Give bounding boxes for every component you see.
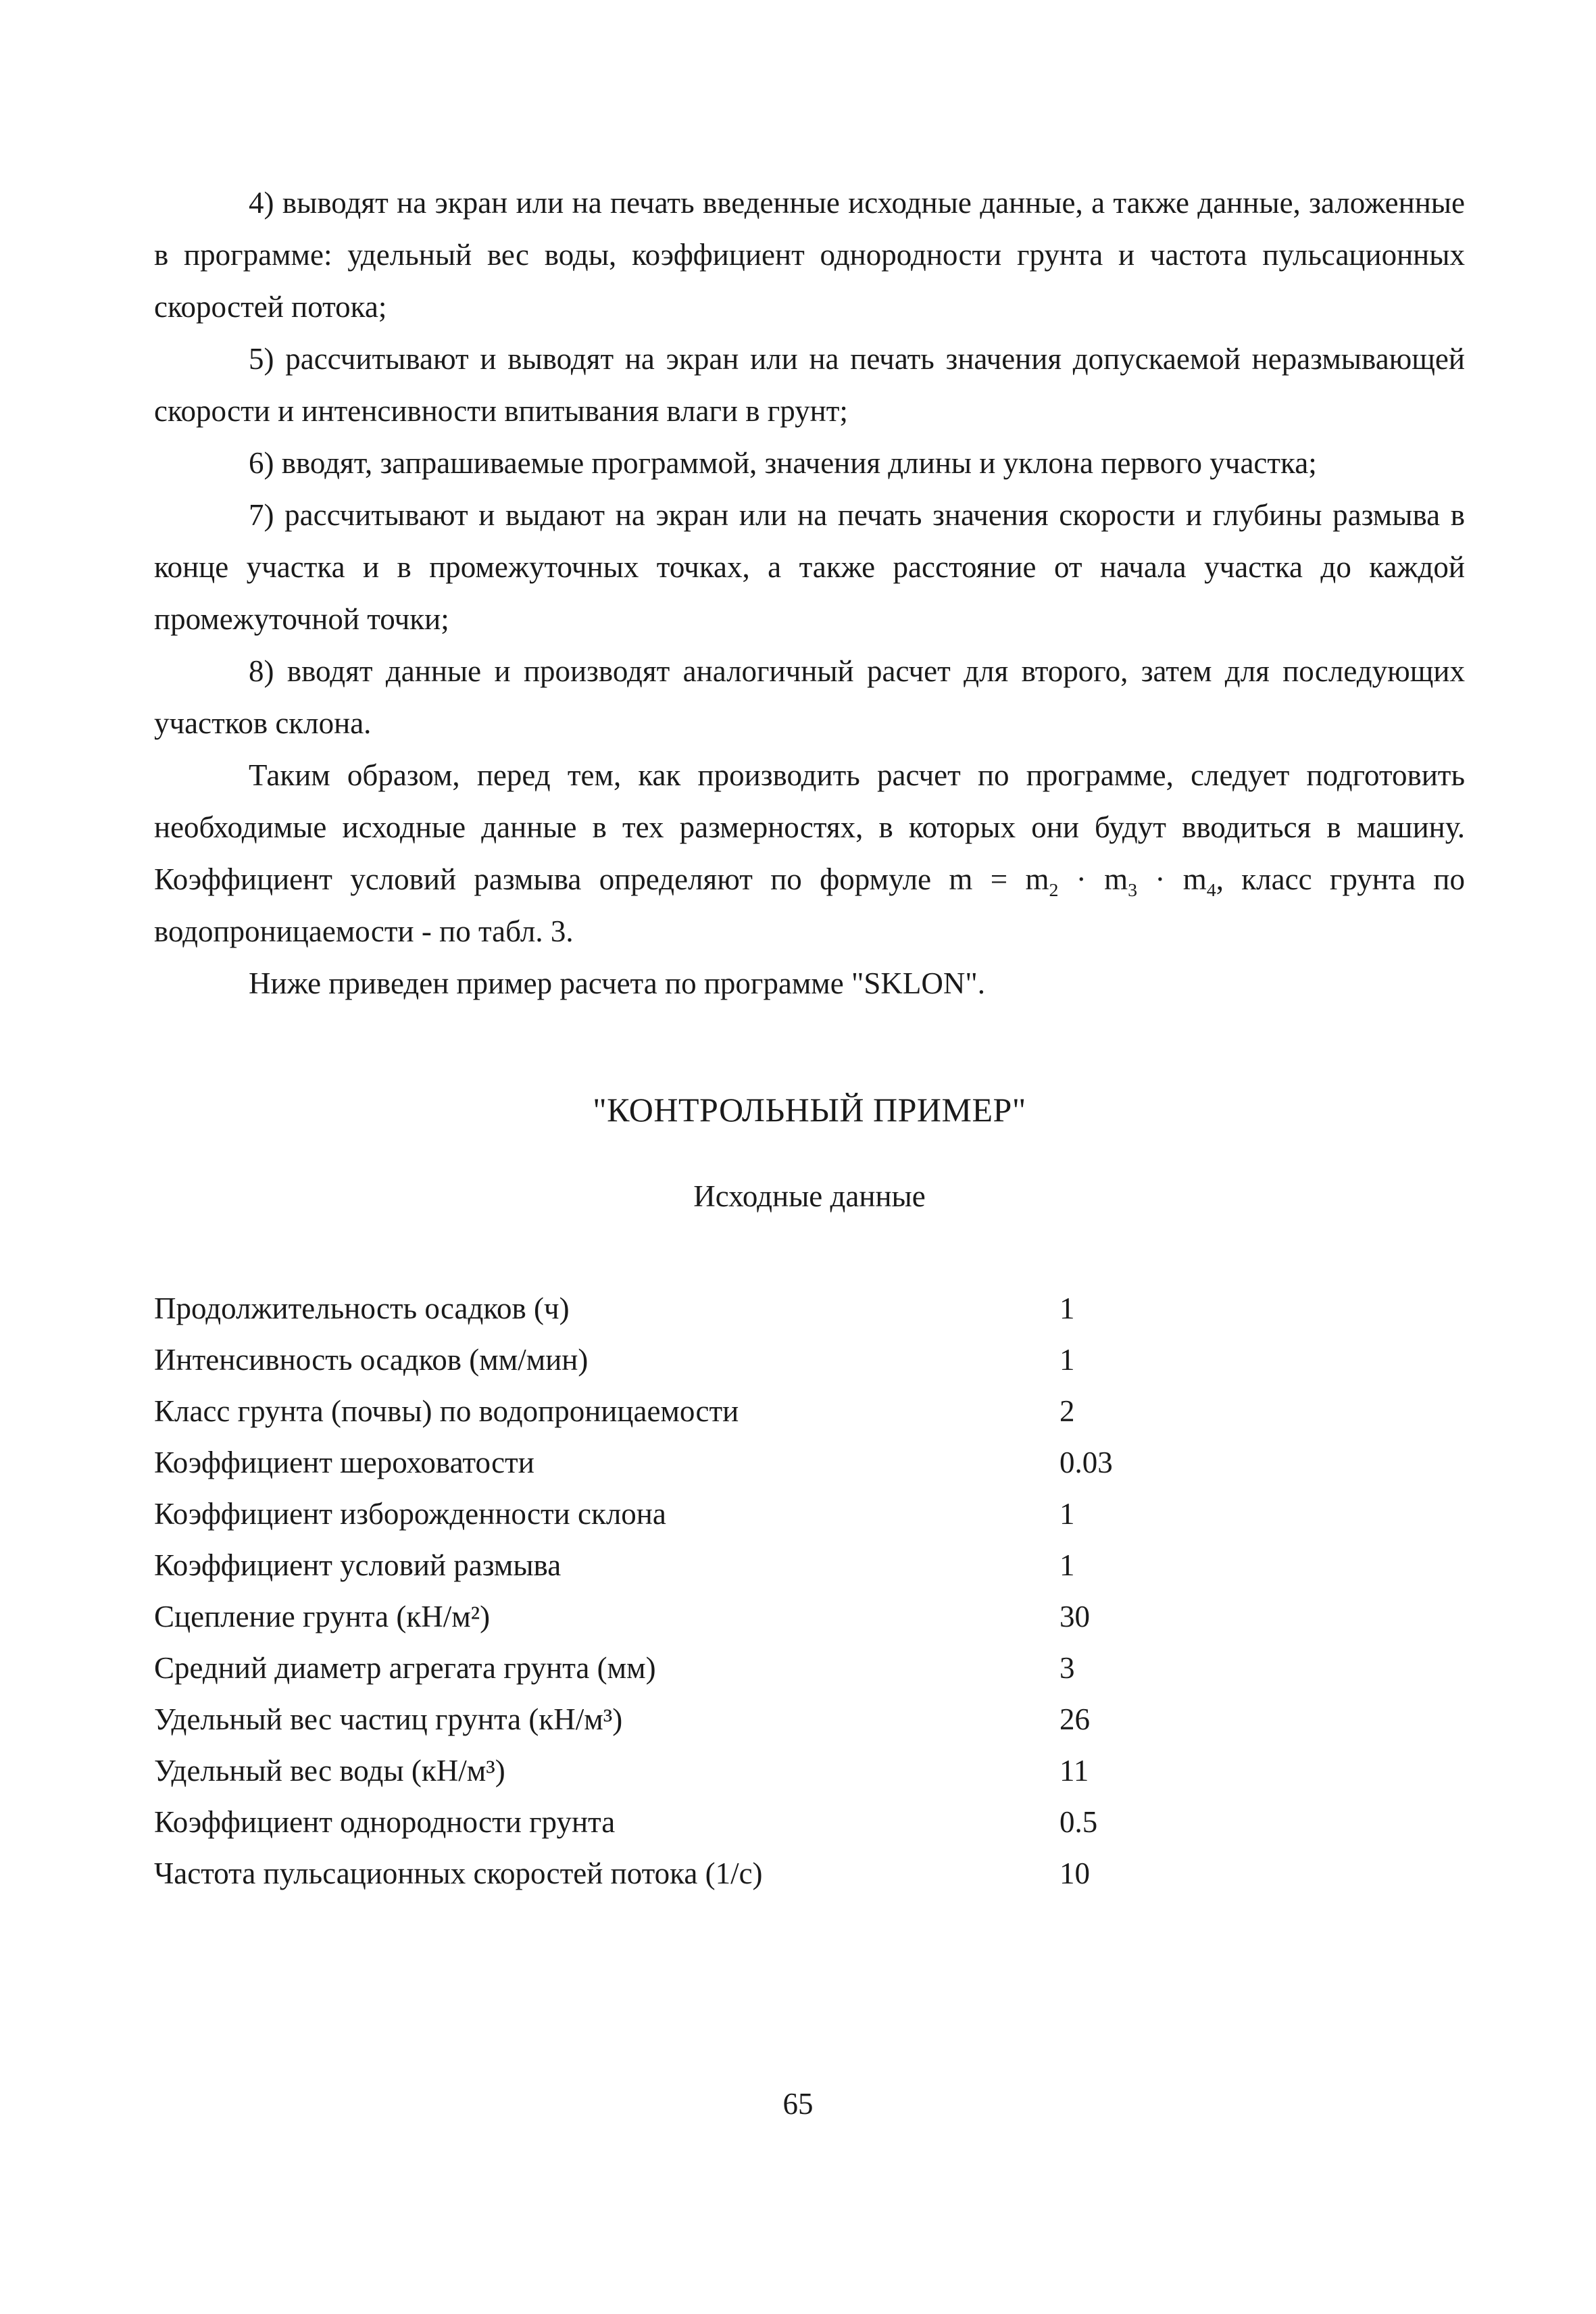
formula-sub-2: 2 [1049, 880, 1059, 901]
formula-m3: m [1104, 862, 1128, 896]
step-4: 4) выводят на экран или на печать введенные исходные данные, а также данные, заложенные в программе: удельный вес воды, коэффициент однородности грунта и частота пульсационных скоростей потока; [154, 186, 1465, 324]
row-value: 11 [1059, 1753, 1089, 1788]
table-row [154, 1437, 1465, 1488]
table-row [154, 1385, 1465, 1437]
row-value: 3 [1059, 1650, 1075, 1685]
formula-m4: m [1182, 862, 1207, 896]
step-5: 5) рассчитывают и выводят на экран или на печать значения допускаемой неразмывающей скорости и интенсивности впитывания влаги в грунт; [154, 342, 1465, 428]
table-row [154, 1694, 1465, 1745]
formula-m: m = m [949, 862, 1049, 896]
formula-dot-1: · [1058, 862, 1105, 896]
row-value: 30 [1059, 1599, 1090, 1633]
row-label: Коэффициент однородности грунта [154, 1804, 616, 1839]
page-number: 65 [782, 2087, 814, 2121]
row-label: Продолжительность осадков (ч) [154, 1291, 570, 1325]
formula-sub-3: 3 [1128, 880, 1138, 901]
row-value: 26 [1059, 1702, 1090, 1736]
step-7: 7) рассчитывают и выдают на экран или на печать значения скорости и глубины размыва в конце участка и в промежуточных точках, а также расстояние от начала участка до каждой промежуточной точки; [154, 498, 1465, 636]
table-row [154, 1642, 1465, 1694]
table-row [154, 1488, 1465, 1540]
summary-text: Таким образом, перед тем, как производить расчет по программе, следует подготовить необходимые исходные данные в тех размерностях, в которых они будут вводиться в машину. Коэффициент условий размыва определяют по формуле [154, 758, 1465, 896]
table-row [154, 1334, 1465, 1385]
summary-tail: , класс грунта по водопроницаемости - по табл. 3. [154, 862, 1465, 948]
formula-sub-4: 4 [1206, 880, 1216, 901]
row-label: Частота пульсационных скоростей потока (1/с) [154, 1856, 763, 1890]
table-row [154, 1283, 1465, 1334]
step-8: 8) вводят данные и производят аналогичный расчет для второго, затем для последующих участков склона. [154, 654, 1465, 740]
table-row [154, 1591, 1465, 1642]
row-value: 10 [1059, 1856, 1090, 1890]
table-row [154, 1796, 1465, 1848]
table-row [154, 1745, 1465, 1796]
row-value: 1 [1059, 1496, 1075, 1531]
section-heading: "КОНТРОЛЬНЫЙ ПРИМЕР" [593, 1091, 1026, 1129]
row-label: Удельный вес частиц грунта (кН/м³) [154, 1702, 623, 1736]
example-intro: Ниже приведен пример расчета по программе "SKLON". [249, 966, 985, 1000]
row-label: Удельный вес воды (кН/м³) [154, 1753, 505, 1788]
row-value: 2 [1059, 1394, 1075, 1428]
row-label: Класс грунта (почвы) по водопроницаемости [154, 1394, 739, 1428]
section-subheading: Исходные данные [693, 1179, 926, 1213]
table-row [154, 1848, 1465, 1899]
row-label: Коэффициент изборожденности склона [154, 1496, 666, 1531]
page-content [154, 177, 1465, 1899]
row-value: 1 [1059, 1548, 1075, 1582]
row-label: Коэффициент условий размыва [154, 1548, 562, 1582]
formula-dot-2: · [1137, 862, 1183, 896]
row-label: Интенсивность осадков (мм/мин) [154, 1342, 589, 1377]
row-value: 1 [1059, 1291, 1075, 1325]
row-value: 1 [1059, 1342, 1075, 1377]
row-value: 0.03 [1059, 1445, 1113, 1479]
summary-paragraph [154, 749, 1465, 958]
row-label: Сцепление грунта (кН/м²) [154, 1599, 491, 1633]
table-row [154, 1540, 1465, 1591]
row-value: 0.5 [1059, 1804, 1098, 1839]
row-label: Коэффициент шероховатости [154, 1445, 534, 1479]
input-data-table [154, 1283, 1465, 1899]
step-6: 6) вводят, запрашиваемые программой, значения длины и уклона первого участка; [249, 446, 1317, 480]
row-label: Средний диаметр агрегата грунта (мм) [154, 1650, 656, 1685]
